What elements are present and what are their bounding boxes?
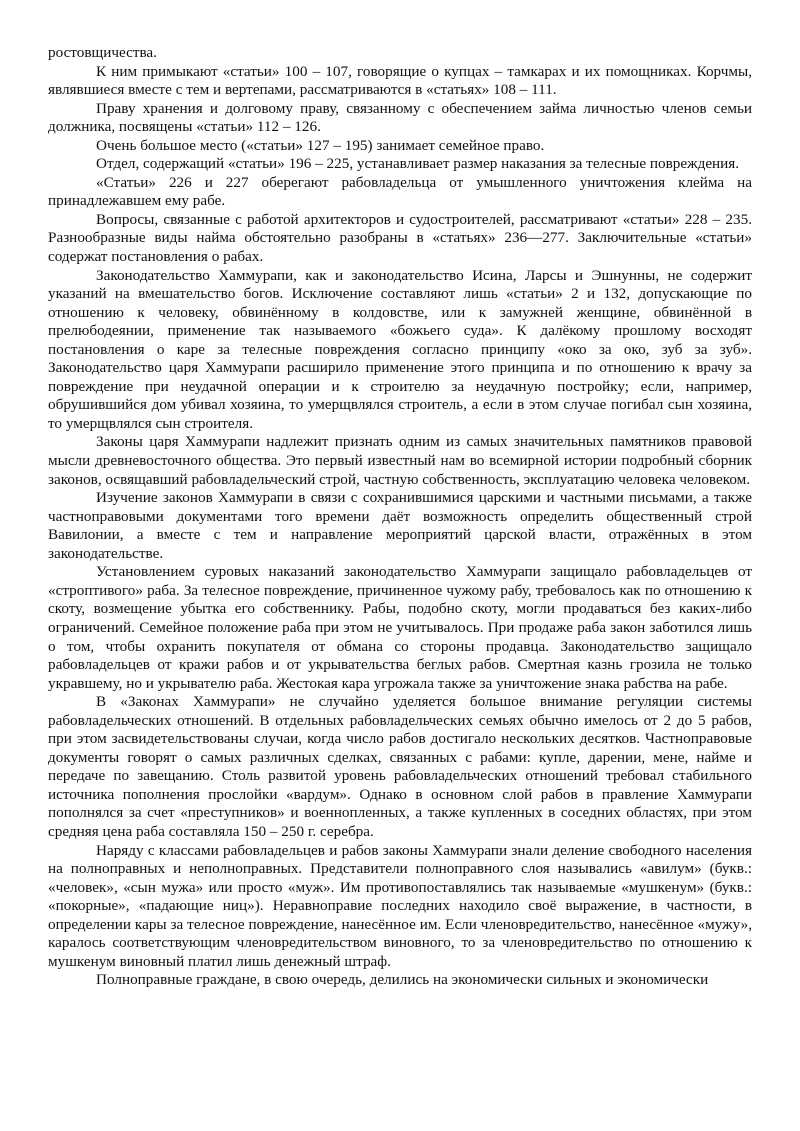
paragraph: Законодательство Хаммурапи, как и законодательство Исина, Ларсы и Эшнунны, не содержит указаний на вмешательство богов. Исключение составляют лишь «статьи» 2 и 132, допускающие по отношению к человеку, обвинённому в колдовстве, или к замужней женщине, обвинённой в прелюбодеянии, применение так называемого «божьего суда». К далёкому прошлому восходят постановления о каре за телесные повреждения согласно принципу «око за око, зуб за зуб». Законодательство царя Хаммурапи расширило применение этого принципа и по отношению к врачу за повреждение при неудачной операции и к строителю за неудачную постройку; если, например, обрушившийся дом убивал хозяина, то умерщвлялся строитель, а если в этом случае погибал сын хозяина, то умерщвлялся сын строителя.	[48, 266, 752, 432]
paragraph: Наряду с классами рабовладельцев и рабов законы Хаммурапи знали деление свободного населения на полноправных и неполноправных. Представители полноправного слоя назывались «авилум» (букв.: «человек», «сын мужа» или просто «муж». Им противопоставлялись так называемые «мушкенум» (букв.: «покорные», «падающие ниц»). Неравноправие последних находило своё выражение, в частности, в определении кары за телесное повреждение, нанесённое им. Если членовредительство, нанесённое «мужу», каралось соответствующим членовредительством виновного, то за членовредительство по отношению к мушкенум виновный платил лишь денежный штраф.	[48, 841, 752, 970]
paragraph: Очень большое место («статьи» 127 – 195) занимает семейное право.	[96, 136, 545, 154]
document-page	[48, 44, 752, 990]
paragraph: Законы царя Хаммурапи надлежит признать одним из самых значительных памятников правовой мысли древневосточного общества. Это первый известный нам во всемирной истории подробный сборник законов, освящавший рабовладельческий строй, частную собственность, эксплуатацию человека человеком.	[48, 433, 752, 488]
paragraph-continued: ростовщичества.	[48, 44, 157, 61]
paragraph: Установлением суровых наказаний законодательство Хаммурапи защищало рабовладельцев от «строптивого» раба. За телесное повреждение, причиненное чужому рабу, требовалось как по отношению к скоту, возмещение убытка его собственнику. Рабы, подобно скоту, могли продаваться без каких-либо ограничений. Семейное положение раба при этом не учитывалось. При продаже раба закон заботился лишь о том, чтобы охранить покупателя от обмана со стороны продавца. Законодательство защищало рабовладельцев от кражи рабов и от укрывательства беглых рабов. Смертная казнь грозила не только укравшему, но и укрывателю раба. Жестокая кара угрожала также за уничтожение знака рабства на рабе.	[48, 563, 752, 692]
paragraph: Праву хранения и долговому праву, связанному с обеспечением займа личностью членов семьи должника, посвящены «статьи» 112 – 126.	[48, 99, 752, 136]
paragraph: Изучение законов Хаммурапи в связи с сохранившимися царскими и частными письмами, а также частноправовыми документами того времени даёт возможность определить общественный строй Вавилонии, а вместе с тем и направление мероприятий царской власти, отражённых в этом законодательстве.	[48, 489, 752, 562]
paragraph: «Статьи» 226 и 227 оберегают рабовладельца от умышленного уничтожения клейма на принадлежавшем ему рабе.	[48, 173, 752, 210]
paragraph: К ним примыкают «статьи» 100 – 107, говорящие о купцах – тамкарах и их помощниках. Корчмы, являвшиеся вместе с тем и вертепами, рассматриваются в «статьях» 108 – 111.	[48, 62, 752, 99]
paragraph: Отдел, содержащий «статьи» 196 – 225, устанавливает размер наказания за телесные повреждения.	[96, 155, 740, 173]
paragraph-last: Полноправные граждане, в свою очередь, делились на экономически сильных и экономически	[96, 971, 709, 989]
paragraph: Вопросы, связанные с работой архитекторов и судостроителей, рассматривают «статьи» 228 – 235. Разнообразные виды найма обстоятельно разобраны в «статьях» 236—277. Заключительные «статьи» содержат постановления о рабах.	[48, 210, 752, 266]
paragraph: В «Законах Хаммурапи» не случайно уделяется большое внимание регуляции системы рабовладельческих отношений. В отдельных рабовладельческих семьях обычно имелось от 2 до 5 рабов, при этом засвидетельствованы случаи, когда число рабов достигало нескольких десятков. Частноправовые документы говорят о самых различных сделках, связанных с рабами: купле, дарении, мене, найме и передаче по завещанию. Столь развитой уровень рабовладельческих отношений требовал стабильного источника пополнения прослойки «вардум». Однако в основном слой рабов в правление Хаммурапи пополнялся за счет «преступников» и военнопленных, а также купленных в соседних областях, при этом средняя цена раба составляла 150 – 250 г. серебра.	[48, 693, 752, 840]
